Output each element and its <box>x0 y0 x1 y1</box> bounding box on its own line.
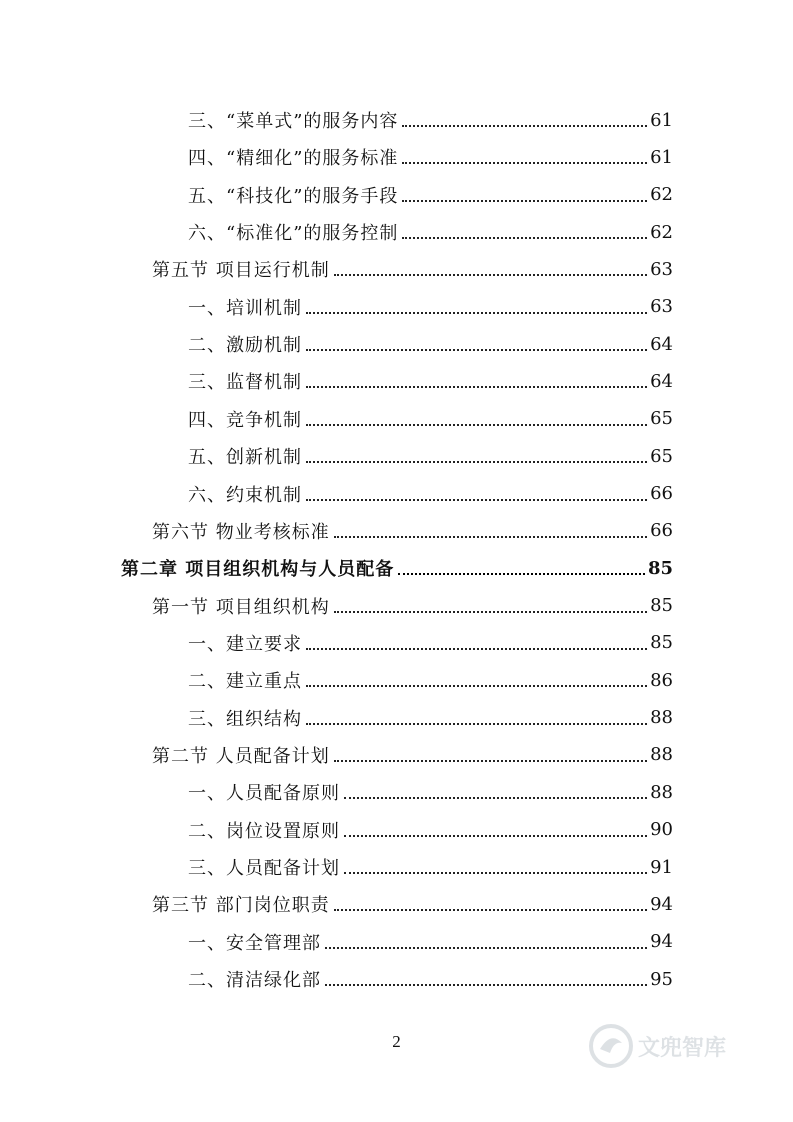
dot-leader <box>325 984 647 986</box>
toc-entry-title: 第六节 物业考核标准 <box>152 521 330 543</box>
toc-entry-page: 65 <box>650 408 673 430</box>
toc-entry[interactable] <box>188 964 673 994</box>
toc-entry-page: 62 <box>650 221 673 243</box>
toc-entry-page: 66 <box>650 483 673 504</box>
toc-entry[interactable] <box>188 441 673 471</box>
toc-entry-title: 第五节 项目运行机制 <box>152 260 330 282</box>
toc-entry[interactable] <box>188 852 673 882</box>
toc-entry-page: 95 <box>650 968 673 990</box>
dot-leader <box>306 386 647 388</box>
toc-entry-page: 63 <box>650 296 673 318</box>
toc-entry-title: 三、监督机制 <box>188 372 302 394</box>
dot-leader <box>402 237 647 239</box>
toc-entry-page: 65 <box>650 445 673 467</box>
toc-entry-page: 61 <box>650 146 673 168</box>
dot-leader <box>306 685 647 687</box>
dot-leader <box>306 648 647 650</box>
dot-leader <box>344 797 647 799</box>
toc-entry-page: 88 <box>650 707 673 729</box>
toc-entry-page: 64 <box>650 370 673 392</box>
dot-leader <box>398 573 645 575</box>
toc-entry-page: 85 <box>650 595 673 617</box>
toc-entry-title: 第三节 部门岗位职责 <box>152 895 330 917</box>
toc-entry-page: 61 <box>650 109 673 131</box>
dot-leader <box>306 312 647 314</box>
toc-entry[interactable] <box>188 703 673 733</box>
toc-entry-page: 90 <box>650 819 673 841</box>
dot-leader <box>334 909 647 911</box>
toc-entry-page: 85 <box>650 632 673 654</box>
toc-entry-title: 第二章 项目组织机构与人员配备 <box>121 559 395 581</box>
toc-entry[interactable] <box>188 292 673 322</box>
dot-leader <box>306 424 647 426</box>
dot-leader <box>306 499 647 501</box>
toc-entry-title: 第一节 项目组织机构 <box>152 596 330 618</box>
toc-entry-page: 85 <box>647 557 673 579</box>
dot-leader <box>306 349 647 351</box>
toc-entry[interactable] <box>152 591 673 621</box>
toc-entry[interactable] <box>188 142 673 172</box>
toc-entry-title: 二、建立重点 <box>188 671 302 693</box>
dot-leader <box>306 723 647 725</box>
toc-entry[interactable] <box>188 217 673 247</box>
toc-entry-page: 88 <box>650 781 673 803</box>
toc-entry[interactable] <box>188 665 673 695</box>
toc-entry-title: 三、“菜单式”的服务内容 <box>188 111 399 132</box>
toc-entry[interactable] <box>188 927 673 957</box>
dot-leader <box>402 162 647 164</box>
toc-entry[interactable] <box>152 889 673 919</box>
toc-entry-page: 62 <box>650 184 673 206</box>
dot-leader <box>344 835 647 837</box>
dot-leader <box>344 872 647 874</box>
toc-entry[interactable] <box>188 366 673 396</box>
dot-leader <box>325 947 647 949</box>
toc-entry-title: 四、“精细化”的服务标准 <box>188 148 399 170</box>
toc-entry-title: 五、创新机制 <box>188 447 302 469</box>
toc-entry-page: 86 <box>650 669 673 691</box>
watermark <box>588 1018 748 1074</box>
toc-entry-page: 64 <box>650 333 673 355</box>
dot-leader <box>306 461 647 463</box>
toc-entry-page: 94 <box>650 931 673 953</box>
toc-entry-title: 六、“标准化”的服务控制 <box>188 223 399 245</box>
toc-entry-page: 94 <box>650 893 673 915</box>
toc-entry-title: 六、约束机制 <box>188 484 302 506</box>
toc-entry-title: 一、建立要求 <box>188 633 302 655</box>
toc-entry[interactable] <box>188 479 673 509</box>
toc-entry[interactable] <box>152 254 673 284</box>
toc-entry[interactable] <box>188 777 673 807</box>
toc-entry-title: 一、安全管理部 <box>188 932 321 954</box>
toc-entry[interactable] <box>188 329 673 359</box>
dot-leader <box>402 125 647 127</box>
dot-leader <box>334 536 647 538</box>
toc-entry-title: 二、清洁绿化部 <box>188 970 321 992</box>
toc-entry[interactable] <box>152 740 673 770</box>
toc-entry[interactable] <box>121 553 673 583</box>
dot-leader <box>402 200 647 202</box>
toc-entry[interactable] <box>188 105 673 135</box>
dot-leader <box>334 611 647 613</box>
toc-entry-title: 四、竞争机制 <box>188 409 302 431</box>
toc-entry-title: 一、人员配备原则 <box>188 783 340 805</box>
toc-entry-page: 63 <box>650 258 673 280</box>
toc-entry-page: 91 <box>650 856 673 878</box>
toc-entry[interactable] <box>188 628 673 658</box>
toc-entry-page: 66 <box>650 520 673 542</box>
toc-entry-title: 第二节 人员配备计划 <box>152 745 330 767</box>
page-number: 2 <box>392 1032 401 1051</box>
toc-entry[interactable] <box>188 180 673 210</box>
wendou-logo-icon <box>588 1023 634 1069</box>
dot-leader <box>334 760 647 762</box>
toc-entry-title: 二、岗位设置原则 <box>188 820 340 842</box>
watermark-text: 文兜智库 <box>638 1035 727 1061</box>
toc-entry-title: 一、培训机制 <box>188 297 302 319</box>
toc-entry-title: 五、“科技化”的服务手段 <box>188 185 399 207</box>
toc-entry[interactable] <box>188 404 673 434</box>
toc-entry-title: 二、激励机制 <box>188 335 302 357</box>
toc-entry[interactable] <box>188 815 673 845</box>
toc-entry[interactable] <box>152 516 673 546</box>
dot-leader <box>334 274 647 276</box>
toc-entry-title: 三、人员配备计划 <box>188 858 340 879</box>
toc-entry-page: 88 <box>650 744 673 766</box>
toc-entry-title: 三、组织结构 <box>188 708 302 730</box>
